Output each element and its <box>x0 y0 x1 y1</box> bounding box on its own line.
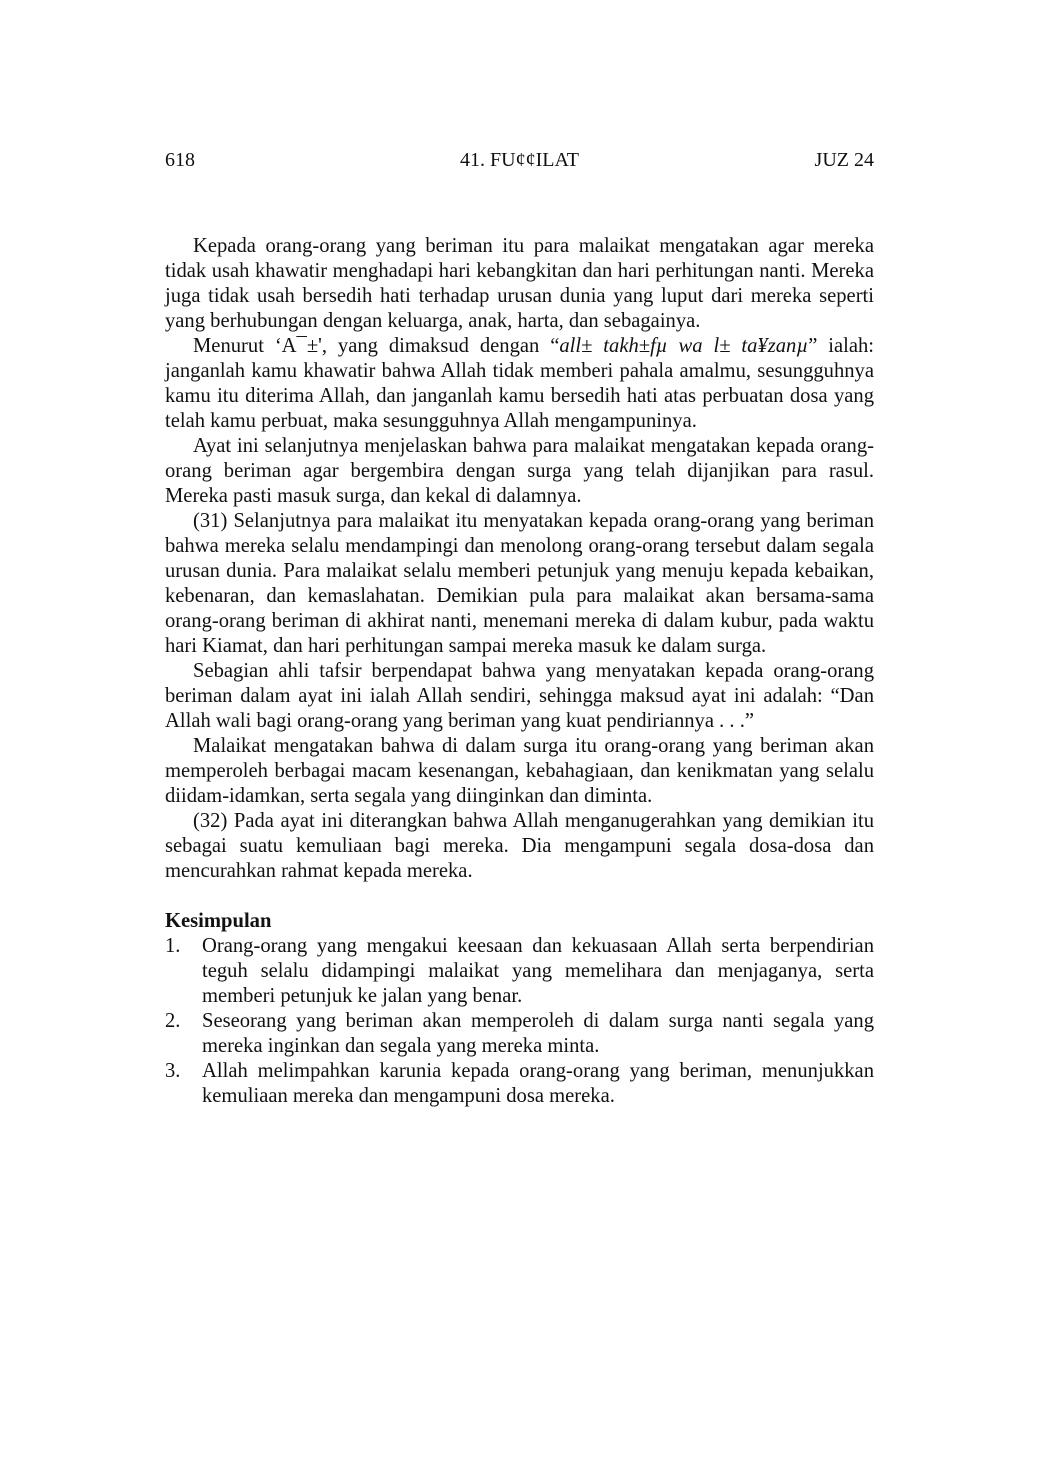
paragraph-text: ” ialah: janganlah kamu khawatir bahwa Allah tidak memberi pahala amalmu, sesungguhnya kamu itu diterima Allah, dan janganlah kamu bersedih hati atas perbuatan dosa yang telah kamu perbuat, maka sesungguhnya Allah mengampuninya. <box>165 335 875 432</box>
page-number: 618 <box>165 149 195 171</box>
paragraph <box>165 334 874 434</box>
paragraph: Ayat ini selanjutnya menjelaskan bahwa para malaikat mengatakan kepada orang-orang beriman agar bergembira dengan surga yang telah dijanjikan para rasul. Mereka pasti masuk surga, dan kekal di dalamnya. <box>165 435 874 507</box>
list-item-text: Orang-orang yang mengakui keesaan dan kekuasaan Allah serta berpendirian teguh selalu didampingi malaikat yang memelihara dan menjaganya, serta memberi petunjuk ke jalan yang benar. <box>202 935 874 1007</box>
list-number: 3. <box>165 1060 181 1082</box>
transliteration: all± takh±fµ wa l± ta¥zanµ <box>559 335 809 357</box>
paragraph: Kepada orang-orang yang beriman itu para malaikat mengatakan agar mereka tidak usah khawatir menghadapi hari kebangkitan dan hari perhitungan nanti. Mereka juga tidak usah bersedih hati terhadap urusan dunia yang luput dari mereka seperti yang berhubungan dengan keluarga, anak, harta, dan sebagainya. <box>165 235 874 332</box>
conclusion-heading: Kesimpulan <box>165 910 272 932</box>
paragraph: (32) Pada ayat ini diterangkan bahwa Allah menganugerahkan yang demikian itu sebagai suatu kemuliaan bagi mereka. Dia mengampuni segala dosa-dosa dan mencurahkan rahmat kepada mereka. <box>165 810 874 882</box>
list-item <box>165 1009 874 1059</box>
surah-title: 41. FU¢¢ILAT <box>460 149 579 171</box>
paragraph: Sebagian ahli tafsir berpendapat bahwa yang menyatakan kepada orang-orang beriman dalam ayat ini ialah Allah sendiri, sehingga maksud ayat ini adalah: “Dan Allah wali bagi orang-orang yang beriman yang kuat pendiriannya . . .” <box>165 660 874 732</box>
juz-label: JUZ 24 <box>814 149 874 171</box>
paragraph-text: Menurut ‘A¯±', yang dimaksud dengan “ <box>193 335 560 357</box>
running-header <box>165 146 874 174</box>
paragraph: Malaikat mengatakan bahwa di dalam surga itu orang-orang yang beriman akan memperoleh berbagai macam kesenangan, kebahagiaan, dan kenikmatan yang selalu diidam-idamkan, serta segala yang diinginkan dan diminta. <box>165 735 874 807</box>
list-item-text: Seseorang yang beriman akan memperoleh di dalam surga nanti segala yang mereka inginkan dan segala yang mereka minta. <box>202 1010 874 1057</box>
list-item-text: Allah melimpahkan karunia kepada orang-orang yang beriman, menunjukkan kemuliaan mereka dan mengampuni dosa mereka. <box>202 1060 874 1107</box>
conclusion-list <box>165 934 874 1109</box>
list-number: 1. <box>165 935 181 957</box>
list-item <box>165 934 874 1009</box>
paragraph: (31) Selanjutnya para malaikat itu menyatakan kepada orang-orang yang beriman bahwa mereka selalu mendampingi dan menolong orang-orang tersebut dalam segala urusan dunia. Para malaikat selalu memberi petunjuk yang menuju kepada kebaikan, kebenaran, dan kemaslahatan. Demikian pula para malaikat akan bersama-sama orang-orang beriman di akhirat nanti, menemani mereka di dalam kubur, pada waktu hari Kiamat, dan hari perhitungan sampai mereka masuk ke dalam surga. <box>165 510 874 657</box>
body-text <box>165 234 874 1109</box>
list-number: 2. <box>165 1010 181 1032</box>
list-item <box>165 1059 874 1109</box>
